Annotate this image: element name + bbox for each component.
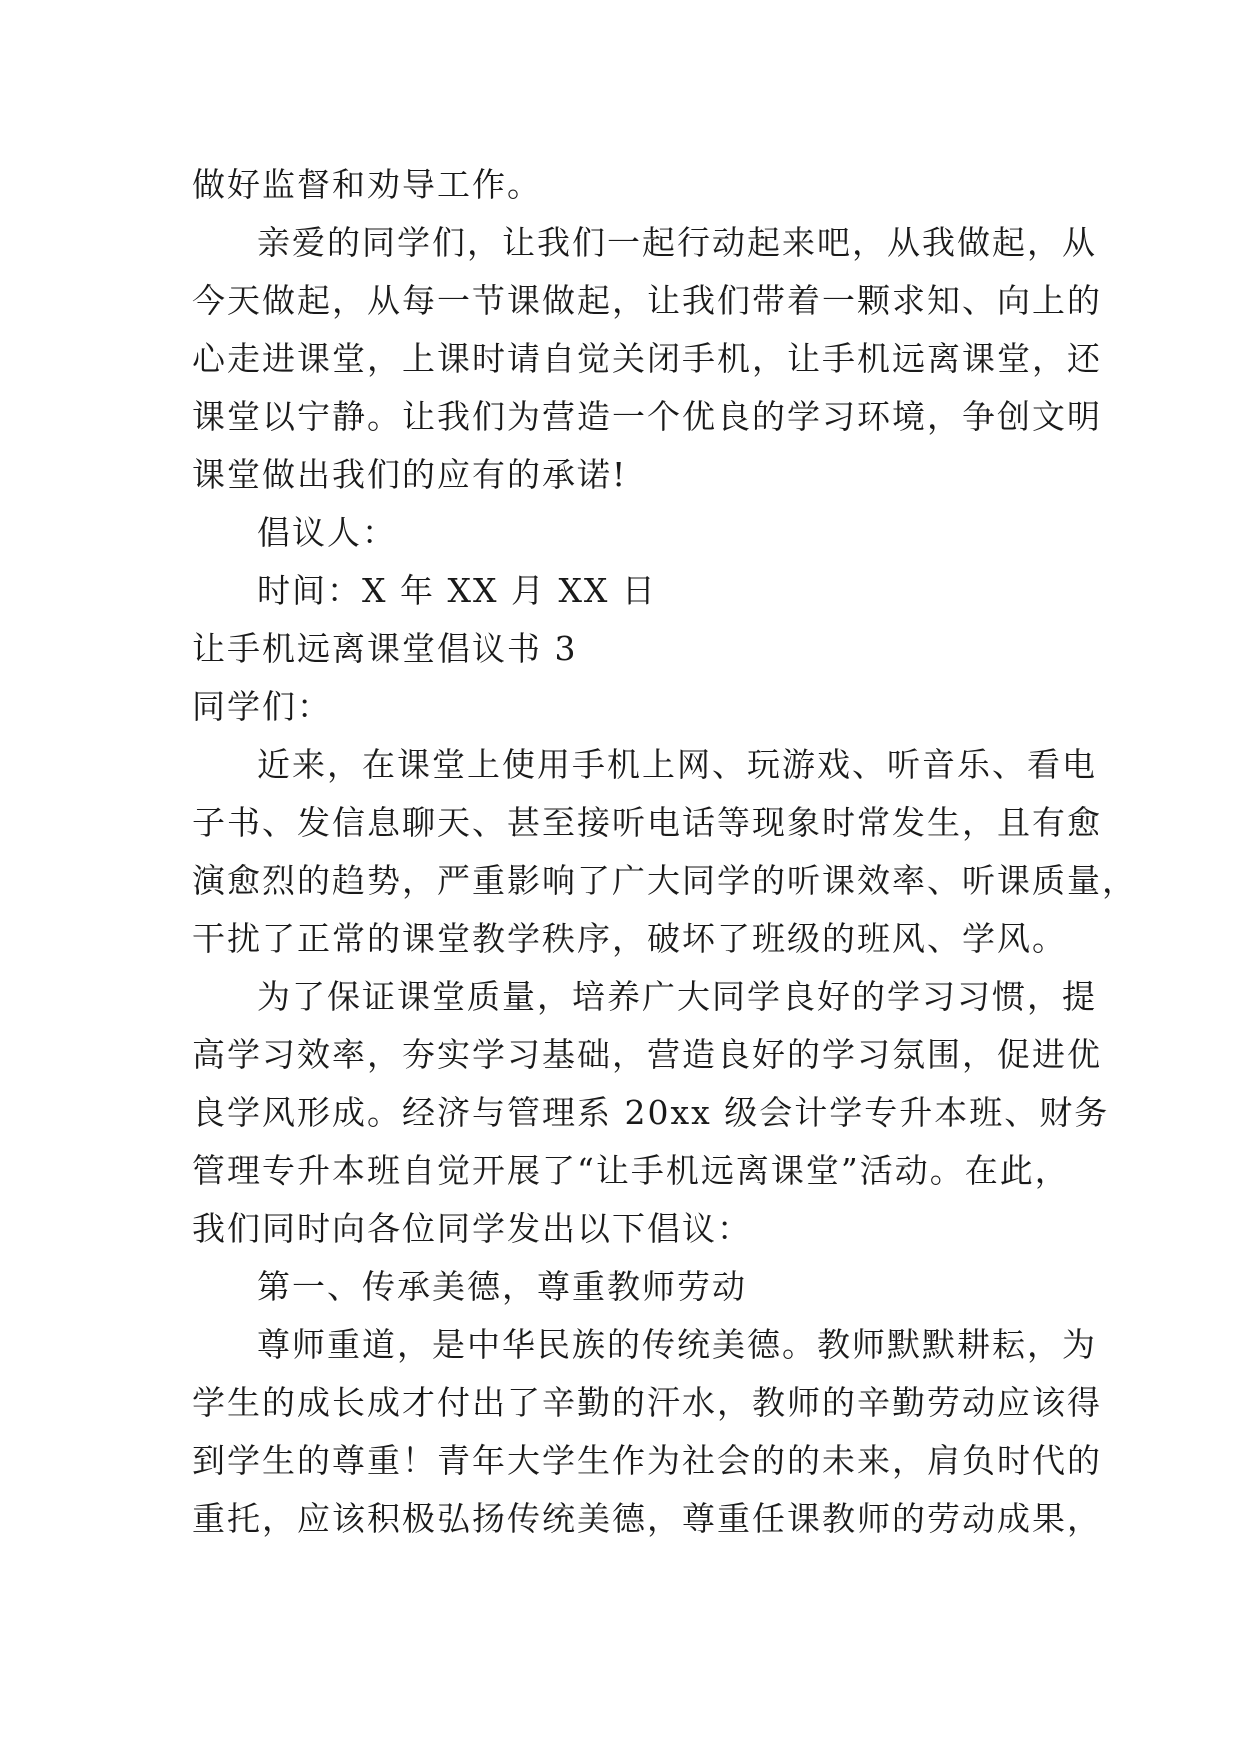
paragraph-line: 演愈烈的趋势，严重影响了广大同学的听课效率、听课质量， [192,861,1137,900]
paragraph-line: 干扰了正常的课堂教学秩序，破坏了班级的班风、学风。 [192,919,1067,958]
paragraph-line: 管理专升本班自觉开展了“让手机远离课堂”活动。在此， [192,1151,1070,1190]
section-title: 让手机远离课堂倡议书 3 [192,629,578,668]
date-line: 时间：X 年 XX 月 XX 日 [257,571,657,610]
paragraph-line: 今天做起，从每一节课做起，让我们带着一颗求知、向上的 [192,281,1102,320]
paragraph-line: 亲爱的同学们，让我们一起行动起来吧，从我做起，从 [257,223,1097,262]
paragraph-line: 为了保证课堂质量，培养广大同学良好的学习习惯，提 [257,977,1097,1016]
paragraph-line: 课堂以宁静。让我们为营造一个优良的学习环境，争创文明 [192,397,1102,436]
paragraph-line: 近来，在课堂上使用手机上网、玩游戏、听音乐、看电 [257,745,1097,784]
paragraph-line: 学生的成长成才付出了辛勤的汗水，教师的辛勤劳动应该得 [192,1383,1102,1422]
paragraph-line: 高学习效率，夯实学习基础，营造良好的学习氛围，促进优 [192,1035,1102,1074]
paragraph-line: 子书、发信息聊天、甚至接听电话等现象时常发生，且有愈 [192,803,1102,842]
paragraph-line: 良学风形成。经济与管理系 20xx 级会计学专升本班、财务 [192,1093,1110,1132]
paragraph-line: 心走进课堂，上课时请自觉关闭手机，让手机远离课堂，还 [192,339,1102,378]
paragraph-line: 做好监督和劝导工作。 [192,165,542,204]
signature-label: 倡议人： [257,513,397,552]
paragraph-line: 尊师重道，是中华民族的传统美德。教师默默耕耘，为 [257,1325,1097,1364]
subheading: 第一、传承美德，尊重教师劳动 [257,1267,747,1306]
paragraph-line: 重托，应该积极弘扬传统美德，尊重任课教师的劳动成果， [192,1499,1102,1538]
salutation: 同学们： [192,687,332,726]
paragraph-line: 到学生的尊重！青年大学生作为社会的的未来，肩负时代的 [192,1441,1102,1480]
paragraph-line: 我们同时向各位同学发出以下倡议： [192,1209,752,1248]
paragraph-line: 课堂做出我们的应有的承诺! [192,455,628,494]
